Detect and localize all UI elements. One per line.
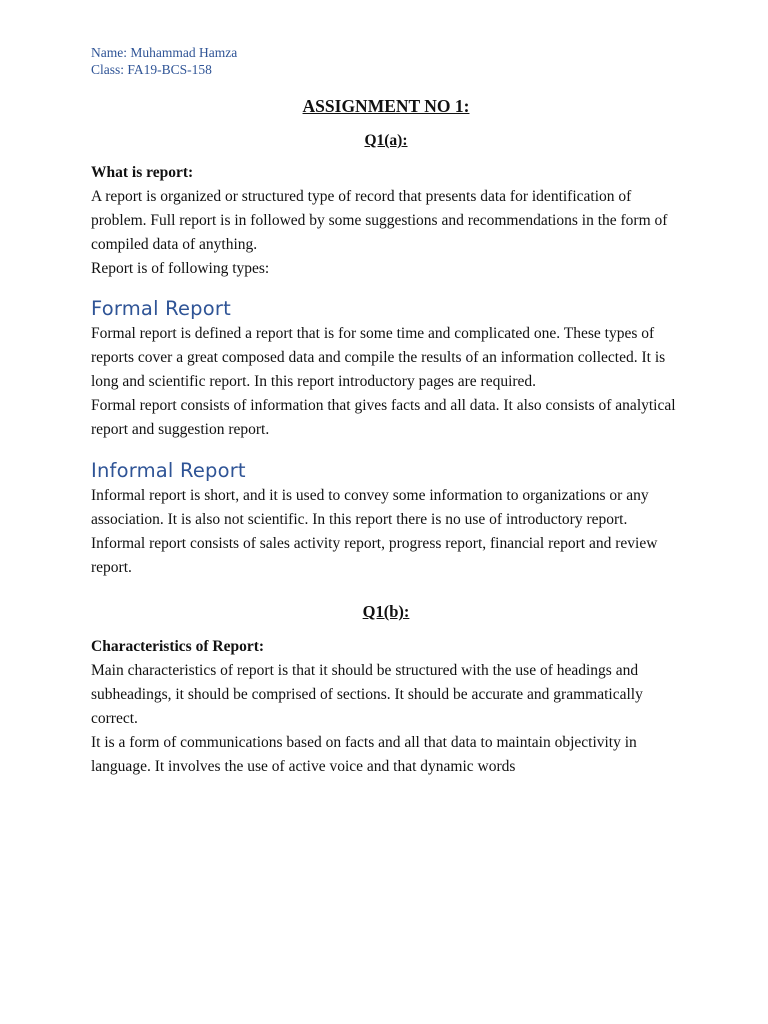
what-is-report-label: What is report: (91, 164, 194, 181)
formal-report-paragraph-2: Formal report consists of information that gives facts and all data. It also consists of analytical report and suggestion report. (91, 397, 676, 438)
formal-report-paragraph-1: Formal report is defined a report that is for some time and complicated one. These types of reports cover a great composed data and compile the results of an information collected. It is long and scientific report. In this report introductory pages are required. (91, 325, 666, 390)
report-definition-paragraph: A report is organized or structured type of record that presents data for identification of problem. Full report is in followed by some suggestions and recommendations in the form of compiled data of anything. (91, 188, 668, 253)
assignment-title: ASSIGNMENT NO 1: (302, 96, 470, 116)
informal-report-heading: Informal Report (91, 459, 246, 482)
informal-report-paragraph-2: Informal report consists of sales activity report, progress report, financial report and review report. (91, 535, 658, 576)
characteristics-paragraph-2: It is a form of communications based on facts and all that data to maintain objectivity in language. It involves the use of active voice and that dynamic words (91, 734, 637, 775)
report-types-intro: Report is of following types: (91, 260, 270, 277)
characteristics-paragraph-1: Main characteristics of report is that it should be structured with the use of headings and subheadings, it should be comprised of sections. It should be accurate and grammatically correct. (91, 662, 643, 727)
document-body (91, 44, 691, 779)
question-heading-q1b: Q1(b): (362, 602, 410, 621)
student-name: Name: Muhammad Hamza (91, 45, 238, 60)
characteristics-label: Characteristics of Report: (91, 638, 265, 655)
question-heading-q1a: Q1(a): (364, 132, 408, 149)
formal-report-heading: Formal Report (91, 297, 231, 320)
student-class: Class: FA19-BCS-158 (91, 62, 212, 77)
informal-report-paragraph-1: Informal report is short, and it is used to convey some information to organizations or any association. It is also not scientific. In this report there is no use of introductory report. (91, 487, 649, 528)
